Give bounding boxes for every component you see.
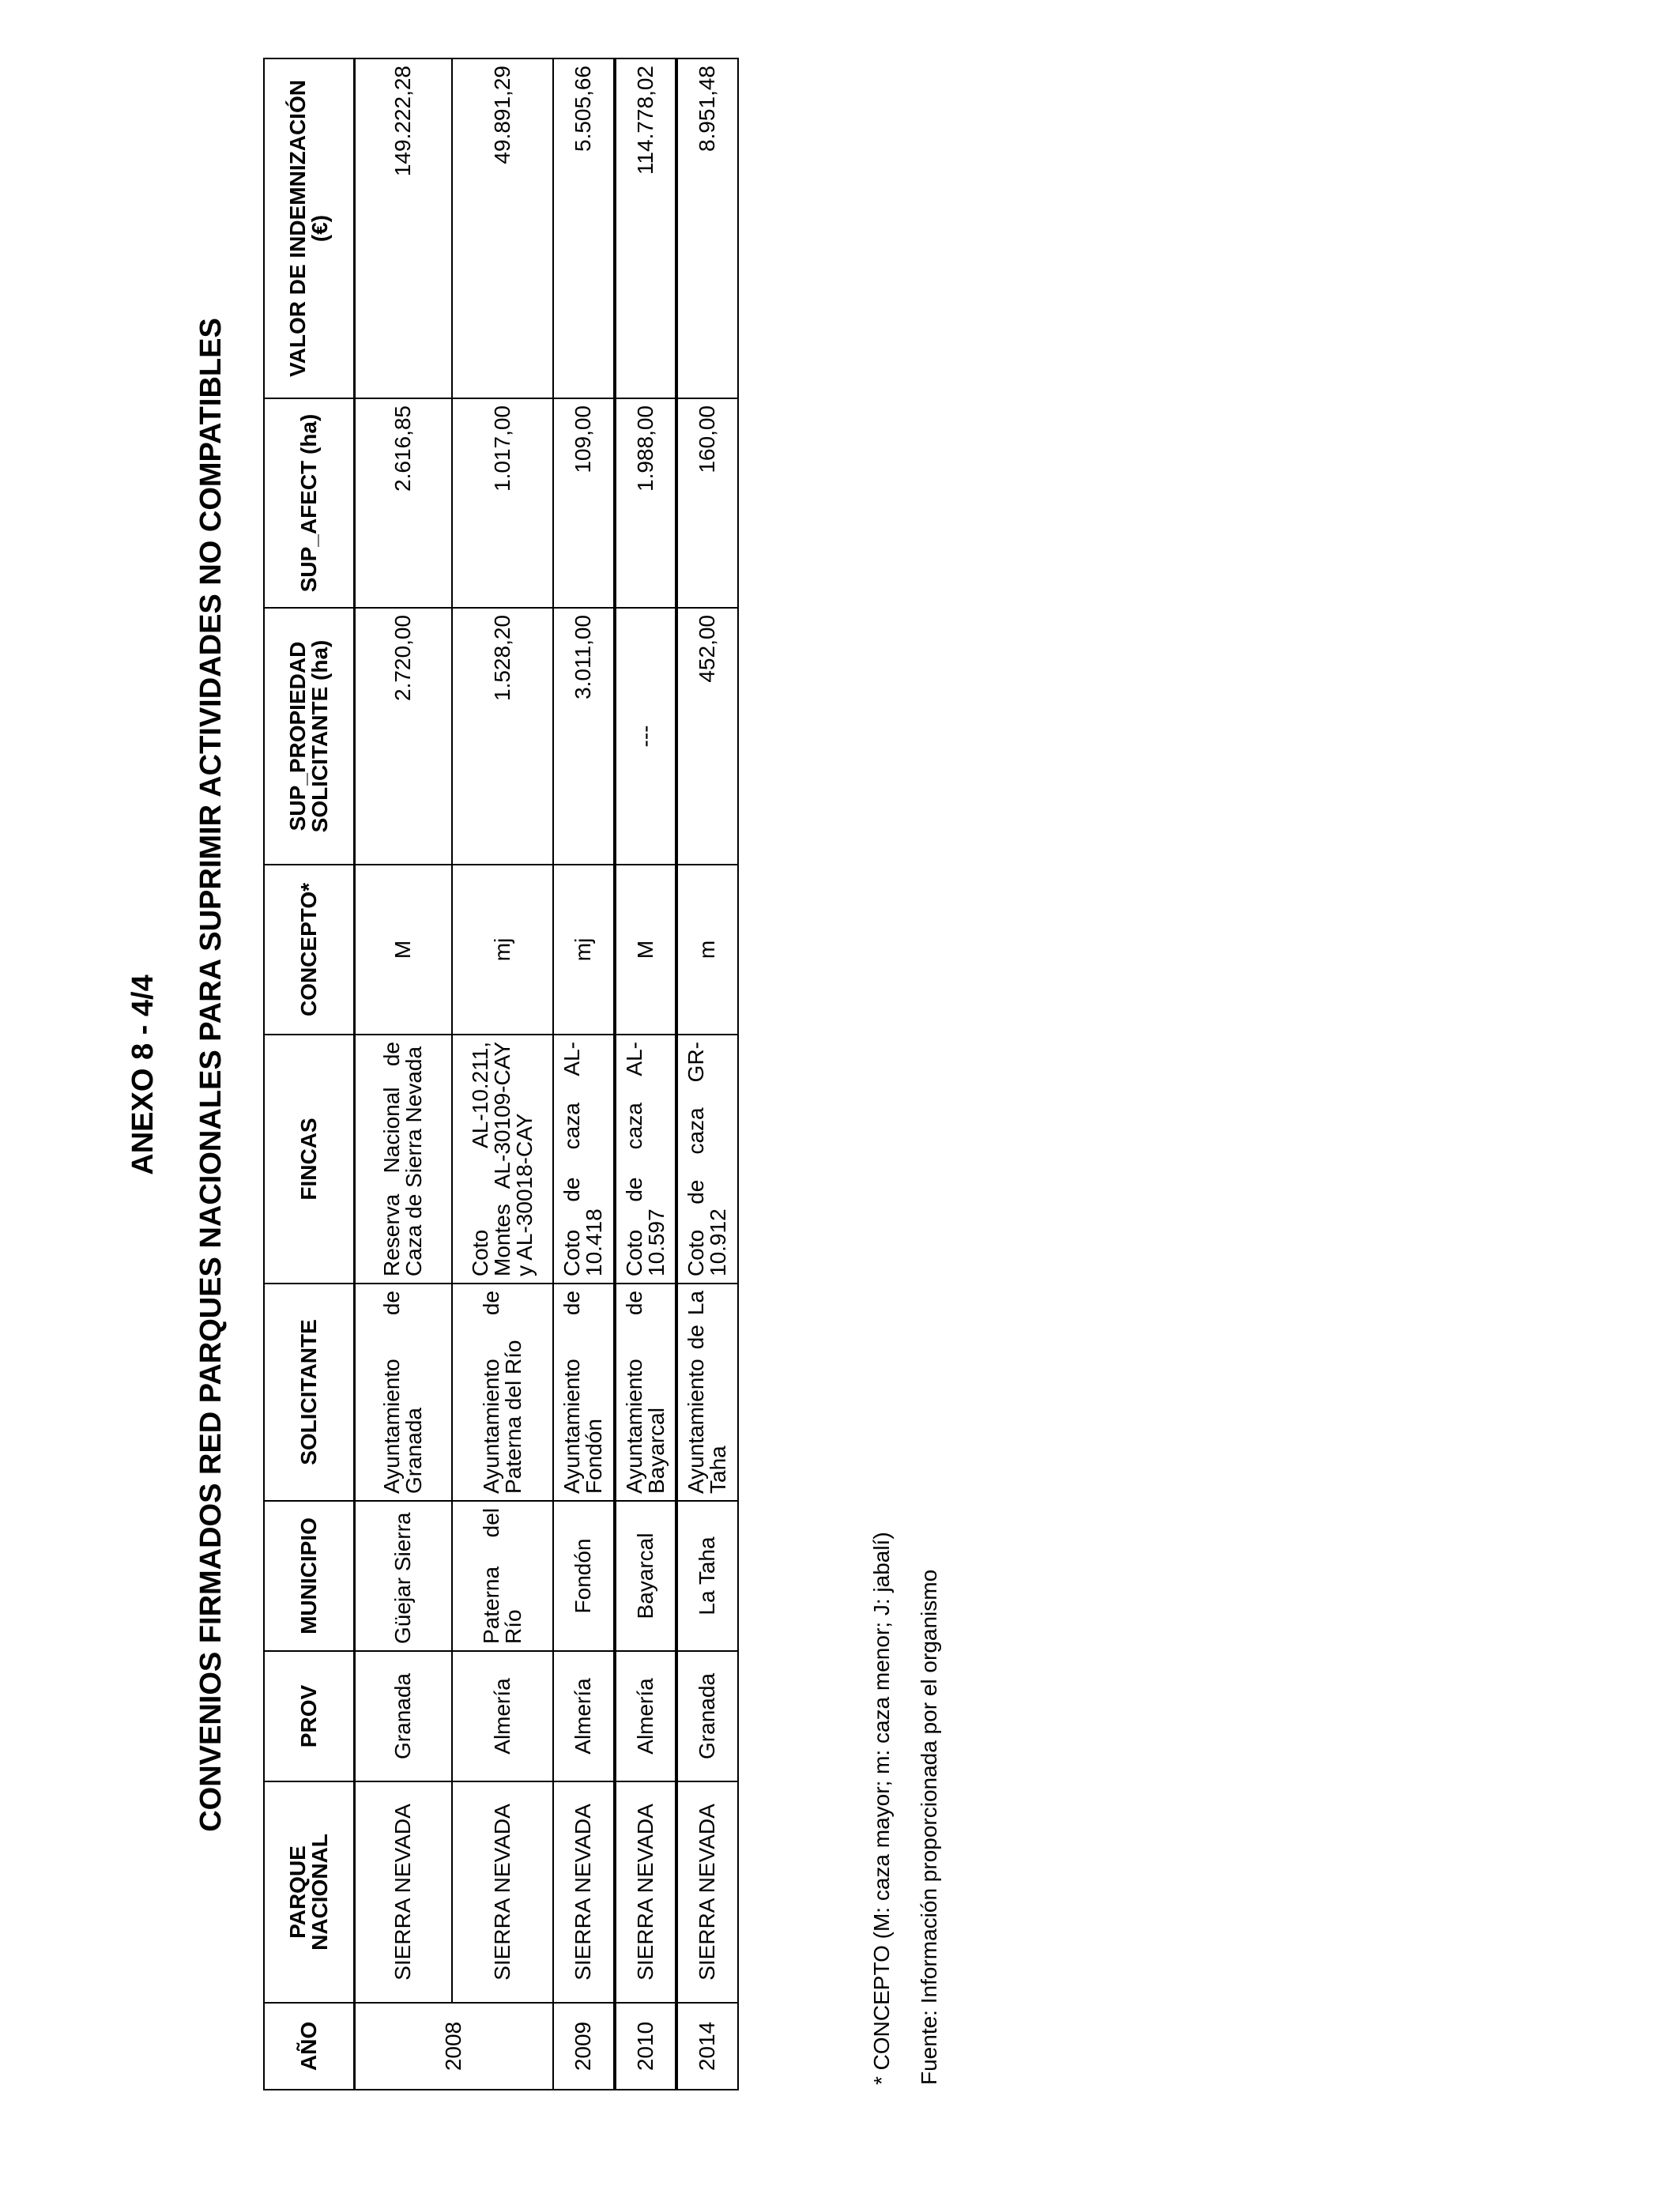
cell-valor: 149.222,28	[355, 58, 452, 398]
cell-prov: Almería	[553, 1651, 615, 1781]
cell-prov: Almería	[452, 1651, 553, 1781]
rotated-page	[126, 16, 1035, 2134]
header-sup-afect: SUP_AFECT (ha)	[264, 398, 355, 608]
table-header-row	[264, 58, 355, 2090]
cell-concepto: M	[615, 865, 676, 1035]
cell-sup-propiedad: 452,00	[676, 608, 738, 865]
cell-parque: SIERRA NEVADA	[676, 1781, 738, 2003]
cell-parque: SIERRA NEVADA	[553, 1781, 615, 2003]
cell-concepto: m	[676, 865, 738, 1035]
cell-fincas: Reserva Nacional de Caza de Sierra Nevada	[355, 1035, 452, 1284]
cell-anio: 2010	[615, 2003, 676, 2090]
cell-valor: 8.951,48	[676, 58, 738, 398]
cell-parque: SIERRA NEVADA	[452, 1781, 553, 2003]
cell-prov: Almería	[615, 1651, 676, 1781]
header-fincas: FINCAS	[264, 1035, 355, 1284]
cell-municipio: Bayarcal	[615, 1501, 676, 1651]
cell-solicitante: Ayuntamiento de Granada	[355, 1284, 452, 1501]
cell-valor: 114.778,02	[615, 58, 676, 398]
header-prov: PROV	[264, 1651, 355, 1781]
cell-sup-propiedad: ---	[615, 608, 676, 865]
cell-sup-afect: 1.988,00	[615, 398, 676, 608]
source-note: Fuente: Información proporcionada por el organismo	[917, 1569, 941, 2085]
table-row	[553, 58, 615, 2090]
cell-anio: 2008	[355, 2003, 553, 2090]
cell-solicitante: Ayuntamiento de Paterna del Río	[452, 1284, 553, 1501]
cell-prov: Granada	[676, 1651, 738, 1781]
cell-sup-afect: 2.616,85	[355, 398, 452, 608]
header-solicitante: SOLICITANTE	[264, 1284, 355, 1501]
header-municipio: MUNICIPIO	[264, 1501, 355, 1651]
cell-solicitante: Ayuntamiento de La Taha	[676, 1284, 738, 1501]
cell-fincas: Coto de caza AL-10.597	[615, 1035, 676, 1284]
cell-sup-afect: 109,00	[553, 398, 615, 608]
annex-title: ANEXO 8 - 4/4	[126, 974, 160, 1175]
cell-sup-afect: 160,00	[676, 398, 738, 608]
cell-solicitante: Ayuntamiento de Bayarcal	[615, 1284, 676, 1501]
cell-anio: 2009	[553, 2003, 615, 2090]
cell-municipio: La Taha	[676, 1501, 738, 1651]
table-row	[355, 58, 452, 2090]
page-title: CONVENIOS FIRMADOS RED PARQUES NACIONALES PARA SUPRIMIR ACTIVIDADES NO COMPATIBLES	[194, 318, 228, 1832]
cell-parque: SIERRA NEVADA	[355, 1781, 452, 2003]
cell-parque: SIERRA NEVADA	[615, 1781, 676, 2003]
cell-fincas: Coto de caza AL-10.418	[553, 1035, 615, 1284]
cell-concepto: mj	[553, 865, 615, 1035]
cell-concepto: M	[355, 865, 452, 1035]
cell-sup-propiedad: 2.720,00	[355, 608, 452, 865]
cell-municipio: Güejar Sierra	[355, 1501, 452, 1651]
cell-valor: 5.505,66	[553, 58, 615, 398]
cell-prov: Granada	[355, 1651, 452, 1781]
cell-anio: 2014	[676, 2003, 738, 2090]
table-row	[676, 58, 738, 2090]
header-concepto: CONCEPTO*	[264, 865, 355, 1035]
cell-sup-propiedad: 3.011,00	[553, 608, 615, 865]
agreements-table	[263, 58, 739, 2090]
cell-solicitante: Ayuntamiento de Fondón	[553, 1284, 615, 1501]
header-parque: PARQUE NACIONAL	[264, 1781, 355, 2003]
concepto-footnote: * CONCEPTO (M: caza mayor; m: caza menor; J: jabalí)	[869, 1532, 894, 2085]
cell-concepto: mj	[452, 865, 553, 1035]
cell-fincas: Coto de caza GR-10.912	[676, 1035, 738, 1284]
cell-municipio: Paterna del Río	[452, 1501, 553, 1651]
header-anio: AÑO	[264, 2003, 355, 2090]
cell-sup-propiedad: 1.528,20	[452, 608, 553, 865]
cell-valor: 49.891,29	[452, 58, 553, 398]
cell-municipio: Fondón	[553, 1501, 615, 1651]
table-row	[452, 58, 553, 2090]
header-sup-propiedad: SUP_PROPIEDAD SOLICITANTE (ha)	[264, 608, 355, 865]
header-valor: VALOR DE INDEMNIZACIÓN (€)	[264, 58, 355, 398]
cell-sup-afect: 1.017,00	[452, 398, 553, 608]
cell-fincas: Coto AL-10.211, Montes AL-30109-CAY y AL-30018-CAY	[452, 1035, 553, 1284]
table-row	[615, 58, 676, 2090]
